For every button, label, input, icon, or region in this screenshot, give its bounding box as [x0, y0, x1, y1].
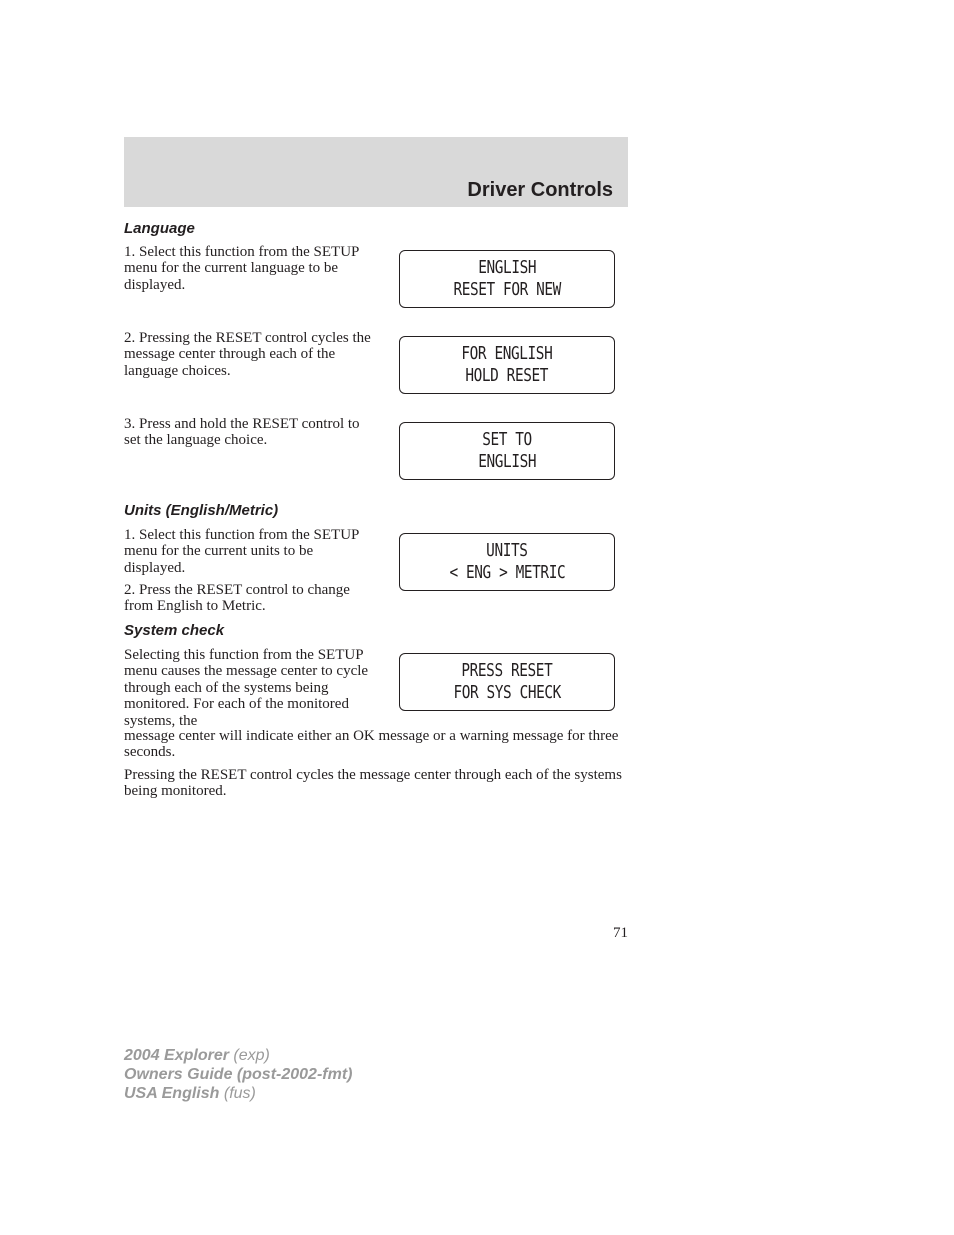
- message-display-system-check: [399, 653, 615, 711]
- display-line-2: RESET FOR NEW: [453, 279, 561, 300]
- display-line-1: PRESS RESET: [461, 660, 553, 681]
- footer-model-code: (exp): [233, 1047, 270, 1064]
- section-title: Driver Controls: [467, 179, 613, 201]
- units-step-1: 1. Select this function from the SETUP menu for the current units to be displayed.: [124, 527, 359, 576]
- footer-line-2: [124, 1065, 352, 1084]
- message-display-english: [399, 250, 615, 308]
- footer-line-1: [124, 1046, 352, 1065]
- footer-guide: Owners Guide (post-2002-fmt): [124, 1066, 353, 1083]
- display-line-1: UNITS: [486, 540, 528, 561]
- system-check-paragraph-1-part-1: Selecting this function from the SETUP menu causes the message center to cycle through each of the systems being monitored. For each of the monitored systems, the: [124, 647, 369, 729]
- message-display-set-to-english: [399, 422, 615, 480]
- document-footer: [124, 1046, 352, 1103]
- system-check-paragraph-1-part-2: message center will indicate either an OK message or a warning message for three seconds.: [124, 728, 619, 761]
- page-number: 71: [613, 925, 628, 941]
- system-check-paragraph-2: Pressing the RESET control cycles the message center through each of the systems being monitored.: [124, 767, 622, 800]
- heading-language: Language: [124, 220, 195, 237]
- display-line-2: ENGLISH: [478, 451, 536, 472]
- display-line-2: FOR SYS CHECK: [453, 682, 561, 703]
- language-step-3: 3. Press and hold the RESET control to set the language choice.: [124, 416, 360, 449]
- heading-system-check: System check: [124, 622, 225, 639]
- footer-language: USA English: [124, 1085, 220, 1102]
- language-step-1: 1. Select this function from the SETUP menu for the current language to be displayed.: [124, 244, 359, 293]
- section-header-band: [124, 137, 628, 207]
- display-line-2: HOLD RESET: [465, 365, 549, 386]
- display-line-1: FOR ENGLISH: [461, 343, 553, 364]
- language-step-2: 2. Pressing the RESET control cycles the message center through each of the language choices.: [124, 330, 371, 379]
- units-step-2: 2. Press the RESET control to change from English to Metric.: [124, 582, 350, 615]
- display-line-1: ENGLISH: [478, 257, 536, 278]
- footer-line-3: [124, 1084, 352, 1103]
- display-line-1: SET TO: [482, 429, 532, 450]
- message-display-for-english: [399, 336, 615, 394]
- heading-units: Units (English/Metric): [124, 502, 279, 519]
- message-display-units: [399, 533, 615, 591]
- footer-language-code: (fus): [223, 1085, 256, 1102]
- footer-model: 2004 Explorer: [124, 1047, 229, 1064]
- display-line-2: < ENG > METRIC: [449, 562, 565, 583]
